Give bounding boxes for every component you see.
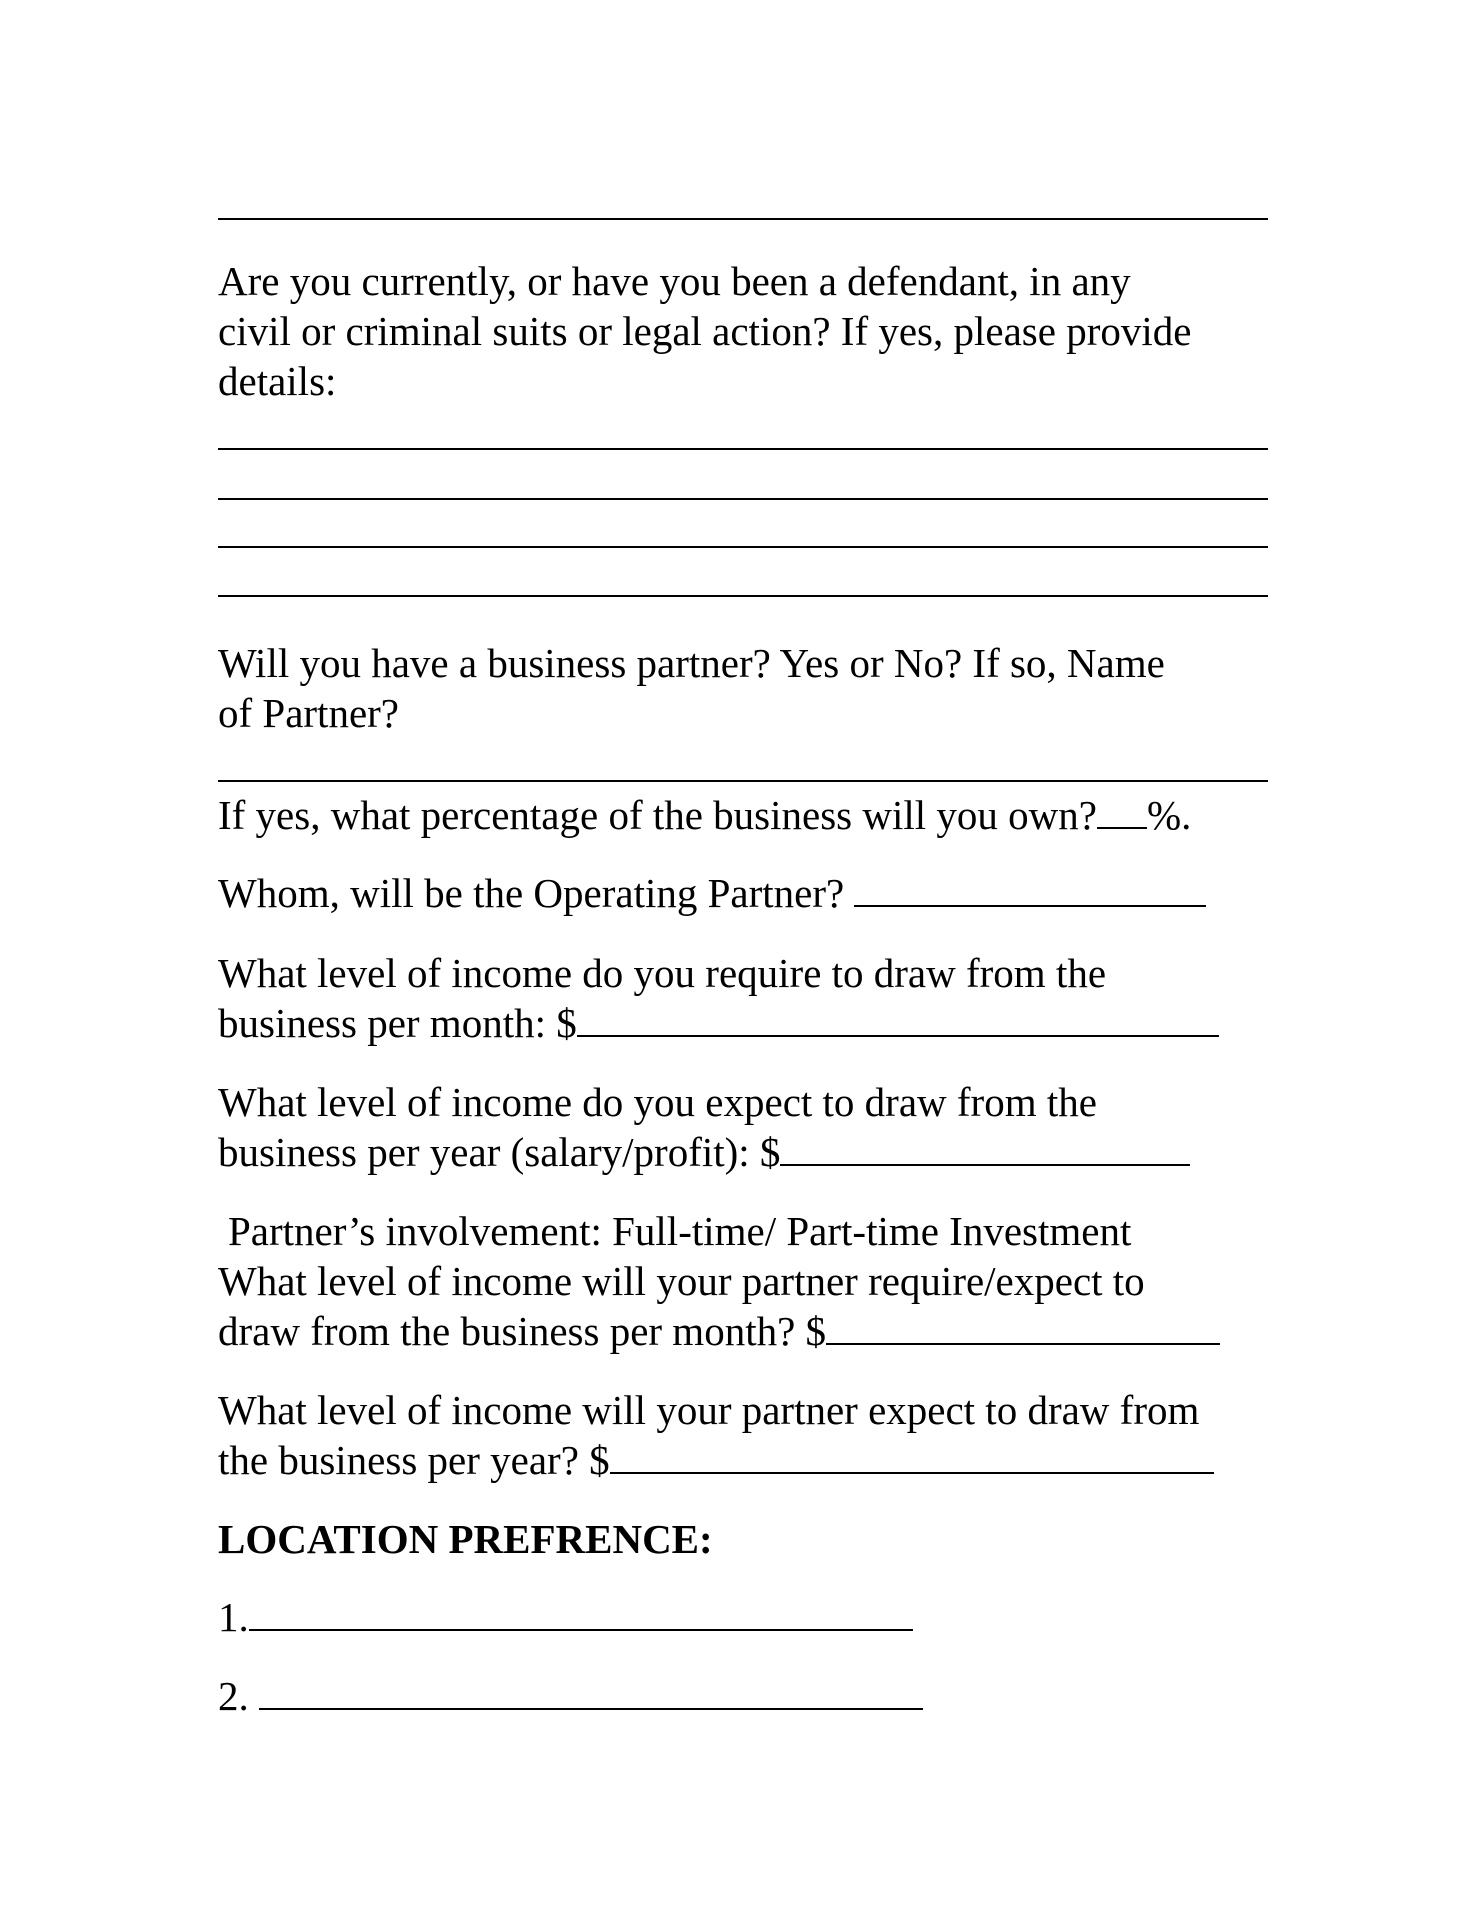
- question-defendant-line3: details:: [218, 358, 337, 404]
- partner-month-blank[interactable]: [826, 1342, 1220, 1345]
- answer-line-defendant-1[interactable]: [218, 448, 1268, 450]
- answer-line-partner-name[interactable]: [218, 780, 1268, 782]
- location-item-1-label: 1.: [218, 1594, 249, 1640]
- question-income-year-line1: What level of income do you expect to draw from the: [218, 1079, 1097, 1125]
- question-partner-year-line1: What level of income will your partner expect to draw from: [218, 1387, 1200, 1433]
- question-income-month: [218, 948, 1288, 1048]
- question-partner-month-line2: draw from the business per month? $: [218, 1308, 827, 1354]
- question-operating-partner-text: Whom, will be the Operating Partner?: [218, 870, 845, 916]
- question-operating-partner: [218, 868, 1288, 918]
- question-income-year-line2: business per year (salary/profit): $: [218, 1129, 781, 1175]
- answer-line-defendant-4[interactable]: [218, 595, 1268, 597]
- question-defendant-line1: Are you currently, or have you been a defendant, in any: [218, 258, 1131, 304]
- question-partner-year-line2: the business per year? $: [218, 1437, 610, 1483]
- question-partner: [218, 638, 1288, 738]
- location-item-1: [218, 1592, 1288, 1642]
- question-involvement-text: Partner’s involvement: Full-time/ Part-time Investment: [228, 1208, 1132, 1254]
- answer-line-defendant-3[interactable]: [218, 546, 1268, 548]
- question-partner-line1: Will you have a business partner? Yes or No? If so, Name: [218, 640, 1165, 686]
- question-percentage-text: If yes, what percentage of the business will you own?: [218, 792, 1097, 838]
- percentage-suffix: %.: [1146, 792, 1192, 838]
- question-income-year: [218, 1077, 1288, 1177]
- question-partner-month-line1: What level of income will your partner require/expect to: [218, 1258, 1145, 1304]
- question-income-month-line1: What level of income do you require to draw from the: [218, 950, 1107, 996]
- answer-line-defendant-2[interactable]: [218, 498, 1268, 500]
- income-year-blank[interactable]: [780, 1163, 1190, 1166]
- answer-line-top[interactable]: [218, 218, 1268, 220]
- question-partner-year: [218, 1385, 1288, 1485]
- question-defendant: [218, 256, 1288, 406]
- question-percentage: [218, 790, 1288, 840]
- question-partner-line2: of Partner?: [218, 690, 399, 736]
- question-income-month-line2: business per month: $: [218, 1000, 577, 1046]
- form-page: [218, 0, 1268, 1920]
- question-partner-involvement: [218, 1206, 1288, 1356]
- income-month-blank[interactable]: [577, 1034, 1219, 1037]
- partner-year-blank[interactable]: [610, 1471, 1214, 1474]
- question-defendant-line2: civil or criminal suits or legal action? If yes, please provide: [218, 308, 1192, 354]
- location-item-2-blank[interactable]: [259, 1707, 923, 1710]
- percentage-blank[interactable]: [1097, 826, 1147, 829]
- operating-partner-blank[interactable]: [854, 904, 1206, 907]
- location-item-2-label: 2.: [218, 1673, 249, 1719]
- location-item-2: [218, 1671, 1288, 1721]
- location-heading: LOCATION PREFRENCE:: [218, 1516, 713, 1562]
- location-item-1-blank[interactable]: [249, 1628, 913, 1631]
